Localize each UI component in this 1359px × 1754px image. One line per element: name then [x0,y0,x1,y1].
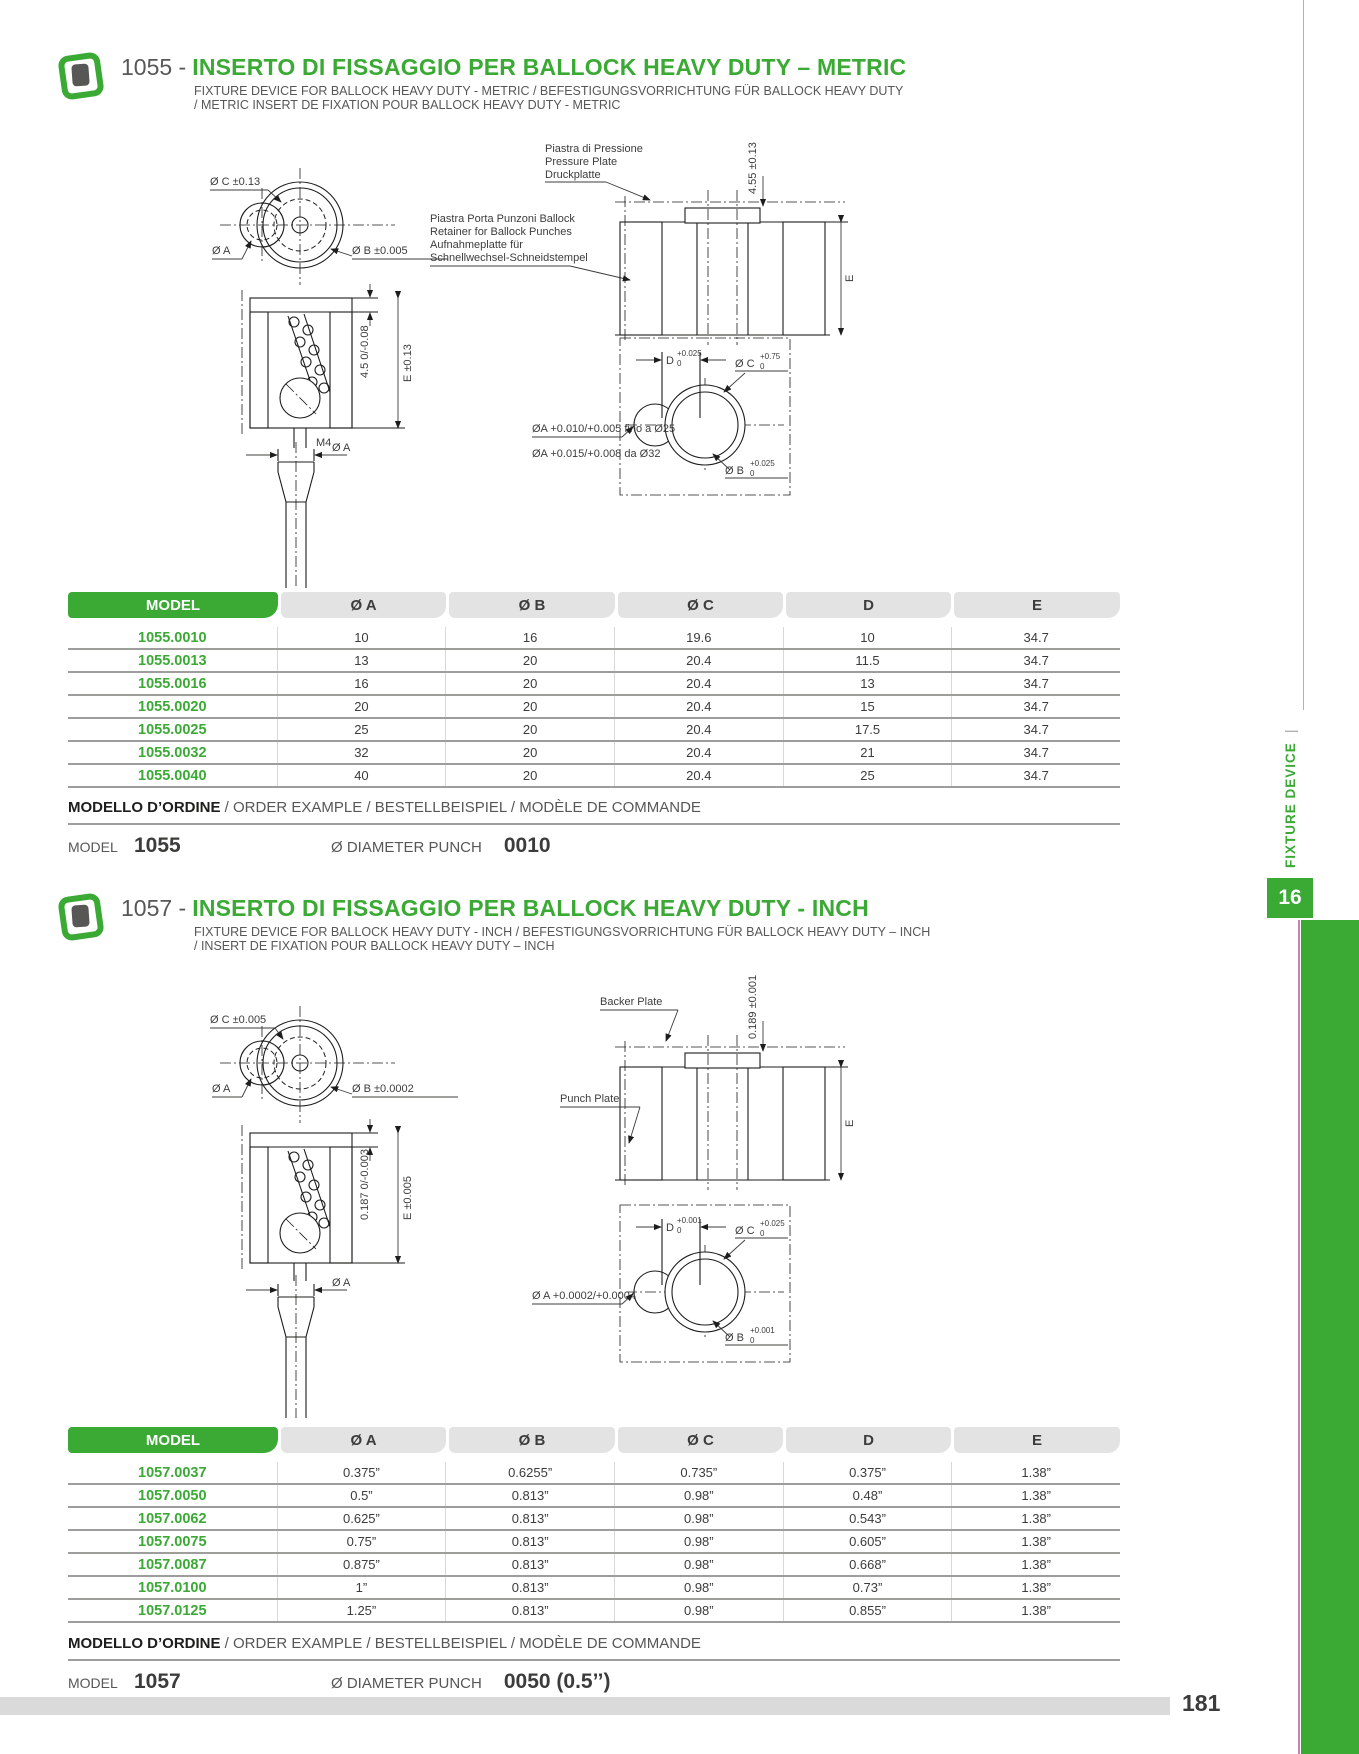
svg-text:0: 0 [760,1229,765,1238]
column-header: D [786,1427,951,1453]
sidebar-hairline [1298,920,1300,1754]
footer-bar [0,1697,1170,1715]
table-row: 1055.0040 40 20 20.4 25 34.7 [68,765,1120,788]
svg-text:Aufnahmeplatte für: Aufnahmeplatte für [430,239,523,251]
keyhole-d-label: D [666,1222,674,1234]
svg-text:+0.025: +0.025 [677,349,702,358]
column-header: Ø B [449,1427,615,1453]
svg-text:0: 0 [760,362,765,371]
dim-b-label: Ø B ±0.0002 [352,1083,414,1095]
keyhole-a-line2: ØA +0.015/+0.008 da Ø32 [532,448,661,460]
thread-label: M4 [316,437,332,449]
keyhole-a-line1: ØA +0.010/+0.005 fino a Ø25 [532,423,676,435]
column-header: E [954,1427,1120,1453]
svg-text:0: 0 [750,1336,755,1345]
shank-a-label: Ø A [332,1277,351,1289]
section-subtitle: FIXTURE DEVICE FOR BALLOCK HEAVY DUTY - INCH / BEFESTIGUNGSVORRICHTUNG FÜR BALLOCK HEAVY DUTY – INCH / INSERT DE FIXATION POUR BALLOCK HEAVY DUTY – INCH [194,925,931,953]
order-punch-label: Ø DIAMETER PUNCH [331,839,482,856]
svg-text:+0.001: +0.001 [750,1326,775,1335]
table-row: 1057.0075 0.75” 0.813” 0.98” 0.605” 1.38” [68,1531,1120,1554]
order-punch-label: Ø DIAMETER PUNCH [331,1675,482,1692]
table-row: 1057.0037 0.375” 0.6255” 0.735” 0.375” 1.38” [68,1462,1120,1485]
sidebar-green-bar [1301,920,1359,1754]
section-header-1057 [58,893,930,953]
keyhole-view-drawing [532,338,790,495]
column-header: Ø B [449,592,615,618]
column-header: D [786,592,951,618]
svg-text:+0.025: +0.025 [750,459,775,468]
order-model-value: 1057 [134,1670,181,1693]
punch-shank-drawing [246,442,351,588]
order-punch-value: 0010 [503,834,551,857]
section-view-drawing [242,1119,414,1281]
dim-c-label: Ø C ±0.13 [210,176,261,188]
keyhole-c-label: Ø C [735,358,755,370]
callout-punch-plate: Punch Plate [560,1093,620,1105]
dim-a-label: Ø A [212,1083,231,1095]
keyhole-d-label: D [666,355,674,367]
dim-a-label: Ø A [212,245,231,257]
svg-text:+0.001: +0.001 [677,1216,702,1225]
order-heading: MODELLO D’ORDINE / ORDER EXAMPLE / BESTELLBEISPIEL / MODÈLE DE COMMANDE [68,799,1120,825]
svg-text:0: 0 [677,359,682,368]
callout-backer-plate: Backer Plate [600,996,663,1008]
plate-dim-label: 4.55 ±0.13 [747,142,759,194]
keyhole-b-label: Ø B [725,1332,744,1344]
sidebar-chapter-label: FIXTURE DEVICE | [1283,728,1298,868]
plate-e-label: E [844,1119,856,1127]
plate-section-drawing [560,975,856,1190]
keyhole-c-label: Ø C [735,1225,755,1237]
svg-text:+0.75: +0.75 [760,352,781,361]
section-code: 1055 - [121,54,187,80]
svg-text:+0.025: +0.025 [760,1219,785,1228]
section-code: 1057 - [121,895,187,921]
chapter-tab-badge: 16 [1267,878,1313,918]
dim-c-label: Ø C ±0.005 [210,1014,267,1026]
column-header: Ø C [618,592,783,618]
plate-dim-label: 0.189 ±0.001 [747,975,759,1039]
e-dim-label: E ±0.005 [402,1176,414,1220]
table-row: 1055.0013 13 20 20.4 11.5 34.7 [68,650,1120,673]
section-title: INSERTO DI FISSAGGIO PER BALLOCK HEAVY DUTY – METRIC [192,54,907,80]
callout-pressure-plate: Piastra di Pressione [545,143,643,155]
technical-drawing-1055 [60,130,1120,590]
table-row: 1055.0016 16 20 20.4 13 34.7 [68,673,1120,696]
sidebar-rule [1303,0,1304,710]
column-header-model: MODEL [68,1427,278,1453]
svg-text:0: 0 [677,1226,682,1235]
table-row: 1055.0025 25 20 20.4 17.5 34.7 [68,719,1120,742]
table-header-row [68,592,1120,618]
depth-dim-label: 4.5 0/-0.08 [359,325,371,378]
shank-a-label: Ø A [332,442,351,454]
page-number: 181 [1182,1690,1221,1716]
order-model-label: MODEL [68,839,118,855]
column-header-model: MODEL [68,592,278,618]
plate-e-label: E [844,274,856,282]
svg-text:Retainer for Ballock Punches: Retainer for Ballock Punches [430,226,572,238]
e-dim-label: E ±0.13 [402,344,414,382]
keyhole-a-line1: Ø A +0.0002/+0.0004 [532,1290,636,1302]
table-row: 1055.0010 10 16 19.6 10 34.7 [68,627,1120,650]
callout-retainer: Piastra Porta Punzoni Ballock [430,213,575,225]
plate-section-drawing [430,142,856,345]
column-header: E [954,592,1120,618]
order-model-value: 1055 [134,834,181,857]
svg-text:Druckplatte: Druckplatte [545,169,601,181]
keyhole-view-drawing [532,1205,790,1362]
punch-shank-drawing [246,1275,351,1418]
column-header: Ø A [281,1427,446,1453]
column-header: Ø C [618,1427,783,1453]
brand-icon [58,893,104,939]
top-view-drawing [210,168,448,285]
table-row: 1055.0020 20 20 20.4 15 34.7 [68,696,1120,719]
svg-text:Schnellwechsel-Schneidstempel: Schnellwechsel-Schneidstempel [430,252,588,264]
sidebar-separator: | [1283,728,1298,734]
section-view-drawing [242,284,414,449]
order-example-1057 [68,1635,1120,1694]
order-punch-value: 0050 (0.5’’) [503,1670,611,1693]
table-row: 1055.0032 32 20 20.4 21 34.7 [68,742,1120,765]
table-row: 1057.0125 1.25” 0.813” 0.98” 0.855” 1.38” [68,1600,1120,1623]
table-row: 1057.0100 1” 0.813” 0.98” 0.73” 1.38” [68,1577,1120,1600]
svg-text:0: 0 [750,469,755,478]
order-model-label: MODEL [68,1675,118,1691]
dimension-table-1057 [68,1427,1120,1623]
table-row: 1057.0062 0.625” 0.813” 0.98” 0.543” 1.38” [68,1508,1120,1531]
table-row: 1057.0087 0.875” 0.813” 0.98” 0.668” 1.38” [68,1554,1120,1577]
keyhole-b-label: Ø B [725,465,744,477]
brand-icon [58,52,104,98]
section-title: INSERTO DI FISSAGGIO PER BALLOCK HEAVY DUTY - INCH [192,895,869,921]
dimension-table-1055 [68,592,1120,788]
technical-drawing-1057 [60,975,1120,1420]
order-example-1055 [68,799,1120,858]
table-row: 1057.0050 0.5” 0.813” 0.98” 0.48” 1.38” [68,1485,1120,1508]
svg-text:Pressure Plate: Pressure Plate [545,156,618,168]
column-header: Ø A [281,592,446,618]
order-heading: MODELLO D’ORDINE / ORDER EXAMPLE / BESTELLBEISPIEL / MODÈLE DE COMMANDE [68,1635,1120,1661]
table-header-row [68,1427,1120,1453]
depth-dim-label: 0.187 0/-0.003 [359,1149,371,1220]
section-header-1055 [58,52,906,112]
section-subtitle: FIXTURE DEVICE FOR BALLOCK HEAVY DUTY - METRIC / BEFESTIGUNGSVORRICHTUNG FÜR BALLOCK HEAVY DUTY / METRIC INSERT DE FIXATION POUR BALLOCK HEAVY DUTY - METRIC [194,84,904,112]
dim-b-label: Ø B ±0.005 [352,245,408,257]
top-view-drawing [210,1006,458,1123]
